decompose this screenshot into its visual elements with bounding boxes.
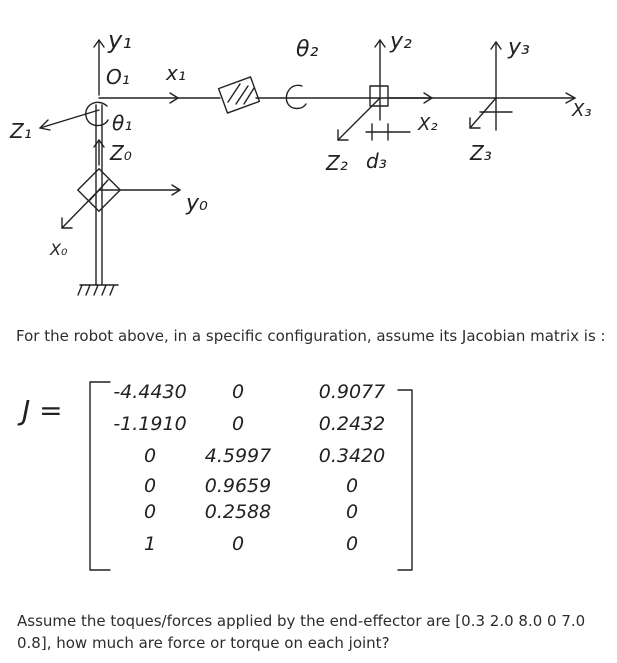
matrix-cells	[113, 381, 385, 555]
matrix-cell-r2-c2: 0	[231, 413, 245, 435]
matrix-cell-r1-c1: -4.4430	[113, 381, 187, 403]
z3-axis	[470, 98, 496, 128]
left-bracket	[90, 382, 110, 570]
ground-hatch-1	[78, 285, 82, 295]
matrix-cell-r1-c3: 0.9077	[318, 381, 386, 403]
right-bracket	[398, 390, 412, 570]
label-x2: X₂	[418, 114, 438, 135]
matrix-cell-r5-c3: 0	[345, 501, 359, 523]
label-x0: X₀	[50, 240, 68, 259]
robot-diagram	[0, 0, 617, 300]
matrix-cell-r5-c2: 0.2588	[204, 501, 272, 523]
label-z3: Z₃	[470, 141, 492, 165]
revolute-joint-2	[286, 85, 306, 108]
ground-hatch-3	[94, 285, 98, 295]
assume-text: Assume the toques/forces applied by the end-effector are [0.3 2.0 8.0 0 7.0 0.8], how much are force or torque on each joint?	[17, 612, 586, 652]
label-x1: x₁	[166, 61, 186, 85]
label-d3: d₃	[366, 149, 387, 173]
ground-hatch-5	[110, 285, 114, 295]
matrix-cell-r5-c1: 0	[143, 501, 157, 523]
label-y0: y₀	[186, 191, 208, 216]
question-text: For the robot above, in a specific configuration, assume its Jacobian matrix is :	[16, 327, 606, 345]
link-box-hatch-1	[228, 84, 240, 102]
jacobian-matrix	[0, 370, 617, 580]
matrix-cell-r1-c2: 0	[231, 381, 245, 403]
link-box-1	[219, 77, 260, 113]
jacobian-label: J =	[22, 394, 63, 427]
label-y2: y₂	[390, 29, 412, 54]
x0-axis	[62, 190, 99, 228]
label-y1: y₁	[108, 26, 132, 54]
matrix-cell-r4-c1: 0	[143, 475, 157, 497]
matrix-cell-r6-c2: 0	[231, 533, 245, 555]
prismatic-block-2	[370, 86, 388, 106]
matrix-cell-r6-c3: 0	[345, 533, 359, 555]
matrix-cell-r3-c1: 0	[143, 445, 157, 467]
revolute-joint-1	[86, 102, 108, 125]
label-theta1: θ₁	[112, 111, 133, 135]
label-x3: X₃	[572, 100, 592, 121]
label-z1: Z₁	[10, 119, 32, 143]
matrix-cell-r3-c3: 0.3420	[318, 445, 386, 467]
z1-axis	[40, 110, 99, 128]
matrix-cell-r6-c1: 1	[143, 533, 157, 555]
ground-hatch-4	[102, 285, 106, 295]
z2-axis	[338, 98, 380, 140]
ground-hatch-2	[86, 285, 90, 295]
label-o1: O₁	[106, 65, 130, 89]
matrix-cell-r4-c2: 0.9659	[204, 475, 272, 497]
matrix-cell-r2-c1: -1.1910	[113, 413, 187, 435]
matrix-cell-r2-c3: 0.2432	[318, 413, 386, 435]
matrix-cell-r4-c3: 0	[345, 475, 359, 497]
label-y3: y₃	[508, 35, 530, 60]
matrix-cell-r3-c2: 4.5997	[204, 445, 272, 467]
label-theta2: θ₂	[296, 37, 319, 62]
label-z0: Z₀	[110, 141, 132, 165]
label-z2: Z₂	[326, 151, 348, 175]
